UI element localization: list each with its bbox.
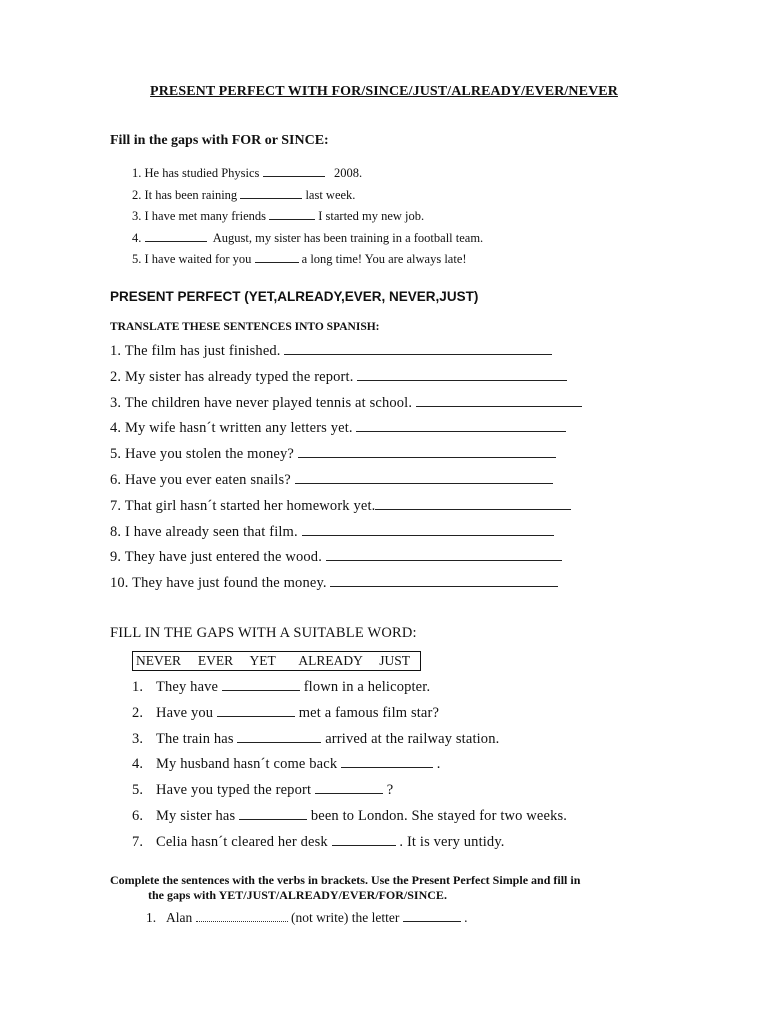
answer-blank[interactable]	[145, 228, 207, 242]
word-bank-box: NEVER EVER YET ALREADY JUST	[132, 651, 421, 671]
list-item: 6. My sister has been to London. She stayed for two weeks.	[132, 807, 568, 824]
section4-heading: Complete the sentences with the verbs in brackets. Use the Present Perfect Simple and fill in the gaps with YET/JUST/ALREADY/EVER/FOR/SINCE.	[110, 873, 581, 902]
answer-blank[interactable]	[416, 393, 582, 407]
list-item: 3. The train has arrived at the railway station.	[132, 730, 500, 747]
answer-blank[interactable]	[222, 677, 300, 691]
list-item: 2. Have you met a famous film star?	[132, 704, 440, 721]
answer-blank[interactable]	[240, 185, 302, 199]
list-item: 5. Have you stolen the money?	[110, 444, 582, 470]
list-item: 2. My sister has already typed the report.	[110, 367, 582, 393]
verb-blank[interactable]	[196, 910, 288, 922]
list-item: 7. Celia hasn´t cleared her desk . It is very untidy.	[132, 833, 505, 850]
answer-blank[interactable]	[217, 703, 295, 717]
answer-blank[interactable]	[255, 249, 299, 263]
list-item: 3. I have met many friends I started my new job.	[132, 206, 483, 228]
for-since-list	[132, 163, 483, 271]
answer-blank[interactable]	[330, 573, 558, 587]
list-item: 10. They have just found the money.	[110, 573, 582, 599]
answer-blank[interactable]	[302, 522, 554, 536]
answer-blank[interactable]	[263, 163, 325, 177]
answer-blank[interactable]	[237, 729, 321, 743]
suitable-word-list	[132, 677, 567, 858]
answer-blank[interactable]	[332, 832, 396, 846]
list-item: 7. That girl hasn´t started her homework yet.	[110, 496, 582, 522]
answer-blank[interactable]	[375, 496, 571, 510]
list-item: 1. The film has just finished.	[110, 341, 582, 367]
answer-blank[interactable]	[356, 418, 566, 432]
list-item: 3. The children have never played tennis at school.	[110, 393, 582, 419]
list-item: 8. I have already seen that film.	[110, 522, 582, 548]
answer-blank[interactable]	[341, 754, 433, 768]
answer-blank[interactable]	[315, 780, 383, 794]
translate-list	[110, 341, 582, 599]
list-item: 4. My wife hasn´t written any letters yet.	[110, 418, 582, 444]
section2-subheading: TRANSLATE THESE SENTENCES INTO SPANISH:	[110, 321, 380, 333]
answer-blank[interactable]	[284, 341, 552, 355]
answer-blank[interactable]	[403, 908, 461, 922]
list-item: 2. It has been raining last week.	[132, 185, 483, 207]
answer-blank[interactable]	[357, 367, 567, 381]
list-item: 1. Alan (not write) the letter .	[146, 910, 468, 925]
list-item: 4. August, my sister has been training in a football team.	[132, 228, 483, 250]
list-item: 1. He has studied Physics 2008.	[132, 163, 483, 185]
answer-blank[interactable]	[326, 547, 562, 561]
list-item: 4. My husband hasn´t come back .	[132, 756, 441, 773]
section3-heading: FILL IN THE GAPS WITH A SUITABLE WORD:	[110, 625, 417, 641]
answer-blank[interactable]	[269, 206, 315, 220]
section2-heading: PRESENT PERFECT (YET,ALREADY,EVER, NEVER,JUST)	[110, 289, 479, 304]
page-title: PRESENT PERFECT WITH FOR/SINCE/JUST/ALREADY/EVER/NEVER	[150, 84, 618, 99]
list-item: 5. I have waited for you a long time! You are always late!	[132, 249, 483, 271]
answer-blank[interactable]	[298, 444, 556, 458]
list-item: 6. Have you ever eaten snails?	[110, 470, 582, 496]
list-item: 1. They have flown in a helicopter.	[132, 679, 431, 695]
answer-blank[interactable]	[239, 806, 307, 820]
answer-blank[interactable]	[295, 470, 553, 484]
list-item: 5. Have you typed the report ?	[132, 782, 394, 799]
list-item: 9. They have just entered the wood.	[110, 547, 582, 573]
section1-heading: Fill in the gaps with FOR or SINCE:	[110, 133, 329, 148]
